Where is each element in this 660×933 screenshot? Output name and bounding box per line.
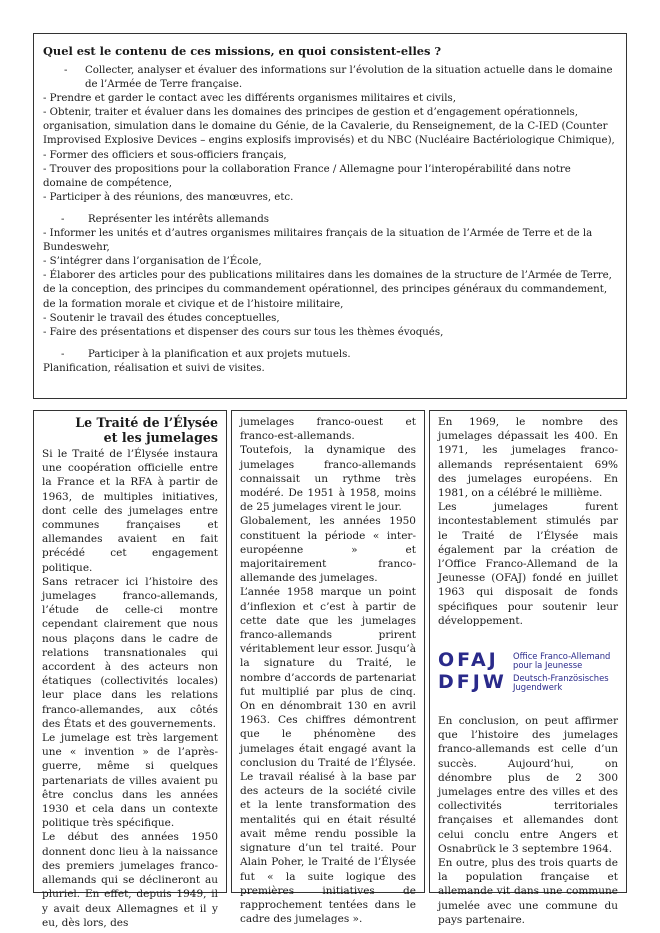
elysee-column-2 bbox=[231, 410, 425, 926]
list-item: - Prendre et garder le contact avec les différents organismes militaires et civils, bbox=[43, 93, 456, 105]
list-item: - Former des officiers et sous-officiers français, bbox=[43, 149, 287, 161]
represent-text: Représenter les intérêts allemands bbox=[88, 213, 269, 225]
logo-fr-line-1: Office Franco-Allemand bbox=[513, 651, 611, 662]
participate-item bbox=[43, 348, 617, 362]
paragraph: Sans retracer ici l’histoire des jumelages franco-allemands, l’étude de celle-ci montre cependant clairement que nous nous plaçons dans le cadre de relations transnationales qui accordent à des acteurs non étatiques (collectivités locales) leur place dans les relations franco-allemandes, aux côtés des États et des gouvernements. bbox=[42, 575, 218, 730]
dfjw-wordmark: DFJW bbox=[438, 671, 507, 694]
list-item: - Trouver des propositions pour la collaboration France / Allemagne pour l’interopérabilité dans notre domaine de compétence, bbox=[43, 163, 571, 189]
missions-box bbox=[33, 33, 627, 399]
column-text bbox=[240, 415, 416, 926]
list-item: - Faire des présentations et dispenser des cours sur tous les thèmes évoqués, bbox=[43, 326, 444, 338]
paragraph: En conclusion, on peut affirmer que l’histoire des jumelages franco-allemands est celle d’un succès. Aujourd’hui, on dénombre plus de 2 300 jumelages entre des villes et des collectivités territoriales françaises et allemandes dont celui conclu entre Angers et Osnabrück le 3 septembre 1964. bbox=[438, 715, 618, 855]
represent-item bbox=[43, 213, 617, 227]
paragraph: jumelages franco-ouest et franco-est-allemands. bbox=[240, 416, 416, 443]
paragraph: Si le Traité de l’Élysée instaura une coopération officielle entre la France et la RFA à partir de 1963, de multiples initiatives, dont celle des jumelages entre communes françaises et allemandes avaient en fait précédé cet engagement politique. bbox=[42, 448, 218, 574]
list-item: - S’intégrer dans l’organisation de l’École, bbox=[43, 256, 262, 268]
paragraph: Le début des années 1950 donnent donc lieu à la naissance des premiers jumelages franco-allemands qui se déclineront au pluriel. En effet, depuis 1949, il y avait deux Allemagnes et il y eu, dès lors, des bbox=[42, 831, 218, 929]
article-title-line-1: Le Traité de l’Élysée bbox=[75, 415, 218, 430]
column-text bbox=[42, 447, 218, 930]
list-item: - Obtenir, traiter et évaluer dans les domaines des principes de gestion et d’engagement opérationnels, organisation, simulation dans le domaine du Génie, de la Cavalerie, du Renseignement, de la C-IED (Counter Improvised Explosive Devices – engins explosifs improvisés) et du NBC (Nucléaire Bactériologique Chimique), bbox=[43, 107, 615, 147]
column-text bbox=[438, 714, 618, 927]
ofaj-logo bbox=[438, 648, 618, 694]
missions-text bbox=[43, 64, 617, 376]
paragraph: En outre, plus des trois quarts de la population française et allemande vit dans une commune jumelée avec une commune du pays partenaire. bbox=[438, 857, 618, 926]
article-title-line-2: et les jumelages bbox=[103, 430, 218, 445]
planning-text: Planification, réalisation et suivi de visites. bbox=[43, 362, 265, 374]
paragraph: Toutefois, la dynamique des jumelages franco-allemands connaissait un rythme très modéré. De 1951 à 1958, moins de 25 jumelages virent le jour. bbox=[240, 444, 416, 514]
paragraph: En 1969, le nombre des jumelages dépassait les 400. En 1971, les jumelages franco-allemands représentaient 69% des jumelages européens. En 1981, on a célébré le millième. bbox=[438, 416, 618, 500]
column-text bbox=[438, 415, 618, 628]
article-title bbox=[42, 415, 218, 445]
participate-text: Participer à la planification et aux projets mutuels. bbox=[88, 348, 351, 360]
missions-heading: Quel est le contenu de ces missions, en quoi consistent-elles ? bbox=[43, 44, 442, 58]
list-item: - Soutenir le travail des études conceptuelles, bbox=[43, 312, 280, 324]
ofaj-wordmark: OFAJ bbox=[438, 649, 499, 672]
list-item: - Élaborer des articles pour des publications militaires dans les domaines de la structure de l’Armée de Terre, de la conception, des principes du commandement opérationnel, des principes généraux du commandement, de la formation morale et civique et de l’histoire militaire, bbox=[43, 270, 612, 310]
logo-fr-line-2: pour la Jeunesse bbox=[513, 660, 583, 671]
dash-marker: - bbox=[61, 348, 65, 360]
collect-text: Collecter, analyser et évaluer des informations sur l’évolution de la situation actuelle dans le domaine de l’Armée de Terre française. bbox=[85, 65, 613, 91]
list-item: - Informer les unités et d’autres organismes militaires français de la situation de l’Armée de Terre et de la Bundeswehr, bbox=[43, 228, 593, 254]
dash-marker: - bbox=[61, 213, 65, 225]
paragraph: Globalement, les années 1950 constituent la période « inter-européenne » et majoritairement franco-allemande des jumelages. bbox=[240, 515, 416, 585]
logo-de-line-1: Deutsch-Französisches bbox=[513, 673, 609, 684]
list-item: - Participer à des réunions, des manœuvres, etc. bbox=[43, 191, 294, 203]
paragraph: Les jumelages furent incontestablement stimulés par le Traité de l’Élysée mais également par la création de l’Office Franco-Allemand de la Jeunesse (OFAJ) fondé en juillet 1963 qui disposait de fonds spécifiques pour soutenir leur développement. bbox=[438, 501, 618, 627]
paragraph: Le jumelage est très largement une « invention » de l’après-guerre, même si quelques partenariats de villes avaient pu être conclus dans les années 1930 et cela dans un contexte politique très spécifique. bbox=[42, 732, 218, 830]
dash-marker: - bbox=[64, 65, 68, 76]
logo-de-line-2: Jugendwerk bbox=[513, 682, 563, 693]
elysee-column-3 bbox=[429, 410, 627, 926]
elysee-column-1 bbox=[33, 410, 227, 929]
paragraph: L’année 1958 marque un point d’inflexion et c’est à partir de cette date que les jumelages franco-allemands prirent véritablement leur essor. Jusqu’à la signature du Traité, le nombre d’accords de partenariat fut multiplié par plus de cinq. On en dénombrait 130 en avril 1963. Ces chiffres démontrent que le phénomène des jumelages était engagé avant la conclusion du Traité de l’Élysée. Le travail réalisé à la base par des acteurs de la société civile et la lente transformation des mentalités qui en était résulté avait même rendu possible la signature d’un tel traité. Pour Alain Poher, le Traité de l’Élysée fut « la suite logique des premières initiatives de rapprochement tentées dans le cadre des jumelages ». bbox=[240, 586, 416, 926]
collect-item bbox=[43, 64, 617, 92]
